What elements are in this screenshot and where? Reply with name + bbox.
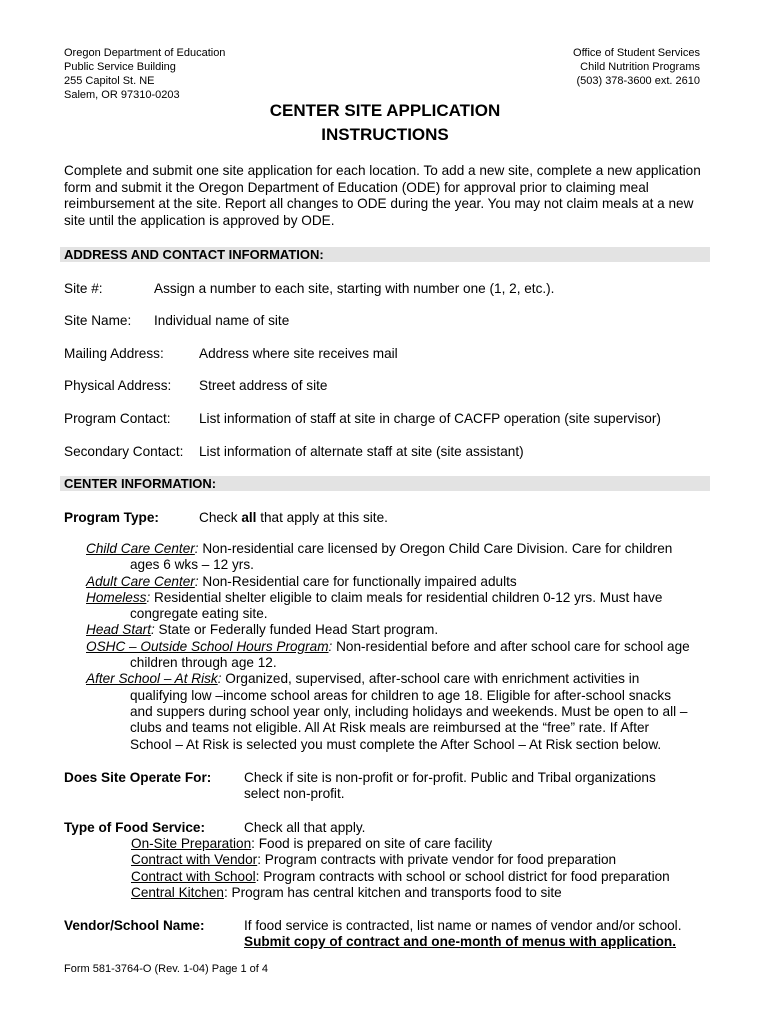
program-type-name: OSHC – Outside School Hours Program [86, 638, 329, 654]
program-type-desc: State or Federally funded Head Start program. [158, 622, 439, 638]
document-subtitle: INSTRUCTIONS [321, 125, 449, 144]
food-service-item: Contract with School: Program contracts with school or school district for food preparation [131, 868, 670, 884]
operate-for-line: Check if site is non-profit or for-profit. Public and Tribal organizations [244, 770, 656, 785]
office-line: Child Nutrition Programs [580, 61, 700, 73]
food-service-list [131, 836, 670, 901]
food-service-name: Central Kitchen [131, 884, 224, 900]
food-service-name: On-Site Preparation [131, 836, 252, 851]
field-label: Site #: [64, 281, 103, 296]
program-type-name: After School – At Risk [86, 671, 218, 687]
operate-for-label: Does Site Operate For: [64, 770, 212, 785]
agency-line: Oregon Department of Education [64, 47, 226, 59]
vendor-school-label: Vendor/School Name: [64, 918, 205, 933]
program-type-list [86, 541, 706, 753]
program-type-after-school-at-risk: After School – At Risk: Organized, supervised, after-school care with enrichment activities in qualifying low –income school areas for children to age 18. Eligible for after-school snacks and suppers during school year only, including holidays and weekends. Must be open to all – clubs and teams not eligible. All At Risk meals are reimbursed at the “free” rate. If After School – At Risk is selected you must complete the After School – At Risk section below. [86, 671, 706, 752]
field-description: Assign a number to each site, starting with number one (1, 2, etc.). [154, 281, 555, 296]
program-type-desc: Residential shelter eligible to claim meals for residential children 0-12 yrs. Must have [154, 589, 663, 605]
program-type-desc-cont: School – At Risk is selected you must complete the After School – At Risk section below. [130, 736, 662, 752]
program-type-adult-care-center: Adult Care Center: Non-Residential care for functionally impaired adults [86, 573, 517, 589]
program-type-child-care-center: Child Care Center: Non-residential care licensed by Oregon Child Care Division. Care for children ages 6 wks – 12 yrs. [86, 541, 706, 574]
agency-line: Public Service Building [64, 61, 176, 73]
instruction-emphasis: all [241, 510, 257, 525]
food-service-item: On-Site Preparation: Food is prepared on site of care facility [131, 836, 493, 851]
food-service-desc: Program contracts with private vendor for food preparation [264, 852, 617, 868]
program-type-homeless: Homeless: Residential shelter eligible to claim meals for residential children 0-12 yrs. Must have congregate eating site. [86, 590, 706, 623]
intro-paragraph: Complete and submit one site application for each location. To add a new site, complete a new application form and submit it the Oregon Department of Education (ODE) for approval prior to claiming meal reimbursement at the site. Report all changes to ODE during the year. You may not claim meals at a new site until the application is approved by ODE. [64, 163, 701, 228]
instruction-text: Check [199, 510, 242, 525]
section-heading-address: ADDRESS AND CONTACT INFORMATION: [60, 247, 710, 262]
food-service-name: Contract with Vendor [131, 852, 258, 868]
program-type-desc: Organized, supervised, after-school care with enrichment activities in [225, 671, 640, 687]
program-type-name: Homeless [86, 589, 147, 605]
vendor-school-instructions [244, 918, 704, 951]
food-service-desc: Program has central kitchen and transports food to site [231, 884, 562, 900]
program-type-desc-cont: ages 6 wks – 12 yrs. [130, 557, 254, 573]
program-type-desc-cont: congregate eating site. [130, 606, 268, 622]
form-footer: Form 581-3764-O (Rev. 1-04) Page 1 of 4 [64, 963, 269, 975]
program-type-oshc: OSHC – Outside School Hours Program: Non-residential before and after school care for school age children through age 12. [86, 639, 706, 672]
field-description: Address where site receives mail [199, 346, 398, 361]
agency-line: Salem, OR 97310-0203 [64, 89, 180, 101]
program-type-desc-cont: and suppers during school year only, including holidays and weekends. Must be open to all – [130, 703, 688, 719]
field-description: Street address of site [199, 378, 328, 393]
operate-for-instructions [244, 770, 704, 803]
program-type-desc: Non-residential before and after school care for school age [336, 638, 690, 654]
program-type-desc-cont: qualifying low –income school areas for children to age 18. Eligible for after-school snacks [130, 687, 672, 703]
vendor-school-line: If food service is contracted, list name or names of vendor and/or school. [244, 918, 682, 933]
vendor-school-requirement: Submit copy of contract and one-month of menus with application. [244, 934, 676, 950]
program-type-desc: Non-Residential care for functionally impaired adults [202, 573, 517, 589]
field-label: Physical Address: [64, 378, 172, 393]
program-type-label: Program Type: [64, 510, 159, 525]
operate-for-line: select non-profit. [244, 786, 345, 802]
program-type-desc-cont: clubs and teams not eligible. All At Risk meals are reimbursed at the “free” rate. If After [130, 720, 650, 736]
agency-line: 255 Capitol St. NE [64, 75, 155, 87]
food-service-desc: Food is prepared on site of care facility [258, 836, 493, 851]
food-service-item: Contract with Vendor: Program contracts with private vendor for food preparation [131, 852, 617, 868]
office-line: Office of Student Services [573, 47, 700, 59]
food-service-label: Type of Food Service: [64, 820, 205, 835]
field-label: Mailing Address: [64, 346, 164, 361]
program-type-name: Child Care Center [86, 541, 195, 556]
office-contact-block [573, 46, 700, 88]
food-service-name: Contract with School [131, 868, 256, 884]
food-service-item: Central Kitchen: Program has central kitchen and transports food to site [131, 884, 562, 900]
program-type-name: Head Start [86, 622, 151, 638]
instruction-text: that apply at this site. [256, 510, 388, 525]
field-label: Secondary Contact: [64, 444, 184, 459]
field-description: Individual name of site [154, 313, 290, 328]
program-type-instruction [199, 510, 388, 525]
program-type-desc: Non-residential care licensed by Oregon Child Care Division. Care for children [202, 541, 673, 556]
field-description: List information of staff at site in charge of CACFP operation (site supervisor) [199, 411, 661, 426]
program-type-head-start: Head Start: State or Federally funded Head Start program. [86, 622, 439, 638]
program-type-name: Adult Care Center [86, 573, 195, 589]
agency-address-block [64, 46, 225, 102]
program-type-desc-cont: children through age 12. [130, 655, 277, 671]
document-title: CENTER SITE APPLICATION [269, 101, 501, 120]
section-heading-center: CENTER INFORMATION: [60, 476, 710, 491]
field-description: List information of alternate staff at site (site assistant) [199, 444, 524, 459]
office-line: (503) 378-3600 ext. 2610 [576, 75, 700, 87]
field-label: Program Contact: [64, 411, 171, 426]
food-service-intro: Check all that apply. [244, 820, 366, 835]
field-label: Site Name: [64, 313, 132, 328]
food-service-desc: Program contracts with school or school district for food preparation [263, 868, 670, 884]
